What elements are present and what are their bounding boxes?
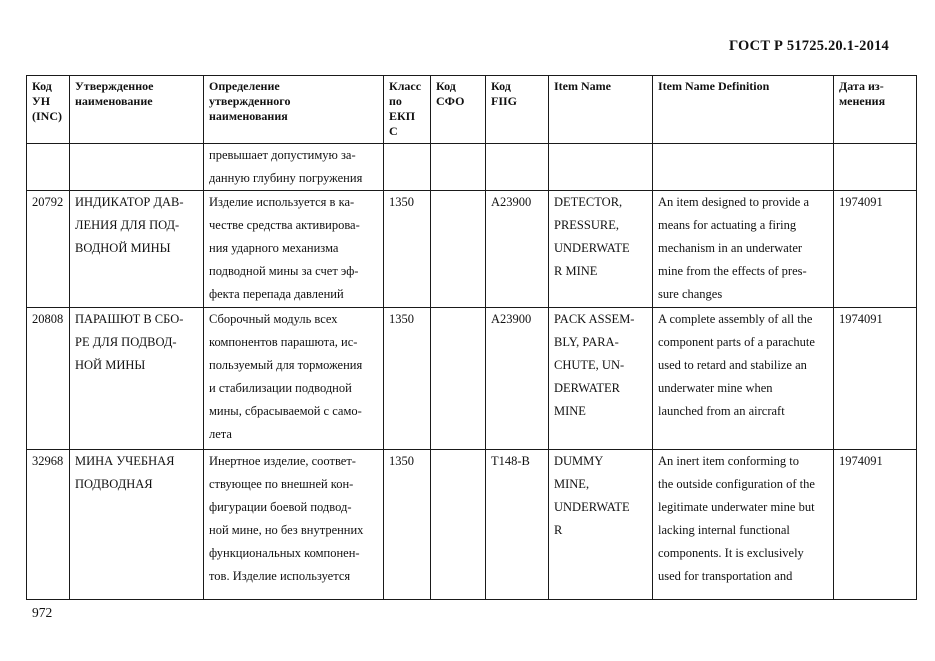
- cell-line: Изделие используется в ка-: [209, 195, 355, 209]
- cell-line: фигурации боевой подвод-: [209, 500, 352, 514]
- column-header-line: Утвержденное: [75, 79, 154, 93]
- cell-line: ПАРАШЮТ В СБО-: [75, 312, 184, 326]
- cell-line: пользуемый для торможения: [209, 358, 363, 372]
- column-header-line: менения: [839, 94, 886, 108]
- cell-sfo: [431, 191, 486, 308]
- cell-line: UNDERWATE: [554, 500, 630, 514]
- column-header-item_name: [549, 76, 653, 144]
- cell-inc: [27, 450, 70, 600]
- column-header-line: FIIG: [491, 94, 518, 108]
- column-header-line: Код: [32, 79, 52, 93]
- cell-line: underwater mine when: [658, 381, 773, 395]
- column-header-name_ru: [70, 76, 204, 144]
- column-header-line: Класс: [389, 79, 422, 93]
- column-header-definition_ru: [204, 76, 384, 144]
- cell-line: 20792: [32, 195, 64, 209]
- cell-line: данную глубину погружения: [209, 171, 363, 185]
- column-header-date: [834, 76, 917, 144]
- column-header-sfo: [431, 76, 486, 144]
- column-header-item_def: [653, 76, 834, 144]
- cell-date: [834, 450, 917, 600]
- cell-line: launched from an aircraft: [658, 404, 785, 418]
- cell-definition_ru: [204, 144, 384, 191]
- cell-line: used to retard and stabilize an: [658, 358, 807, 372]
- cell-line: 1350: [389, 454, 414, 468]
- cell-line: T148-B: [491, 454, 530, 468]
- cell-class: [384, 144, 431, 191]
- cell-class: [384, 308, 431, 450]
- cell-name_ru: [70, 191, 204, 308]
- cell-line: UNDERWATE: [554, 241, 630, 255]
- column-header-line: (INC): [32, 109, 62, 123]
- cell-line: CHUTE, UN-: [554, 358, 625, 372]
- cell-line: лета: [209, 427, 232, 441]
- cell-line: 1974091: [839, 195, 883, 209]
- cell-definition_ru: [204, 308, 384, 450]
- cell-line: функциональных компонен-: [209, 546, 360, 560]
- cell-line: A23900: [491, 195, 532, 209]
- column-header-line: ЕКП: [389, 109, 416, 123]
- table-row: [27, 308, 917, 450]
- cell-sfo: [431, 450, 486, 600]
- cell-line: sure changes: [658, 287, 723, 301]
- cell-fiig: [486, 308, 549, 450]
- cell-item_def: [653, 191, 834, 308]
- cell-line: MINE: [554, 404, 586, 418]
- column-header-class: [384, 76, 431, 144]
- cell-line: ной мине, но без внутренних: [209, 523, 364, 537]
- cell-line: фекта перепада давлений: [209, 287, 344, 301]
- document-standard-header: ГОСТ Р 51725.20.1-2014: [728, 38, 889, 54]
- cell-line: the outside configuration of the: [658, 477, 815, 491]
- cell-definition_ru: [204, 191, 384, 308]
- cell-fiig: [486, 144, 549, 191]
- cell-line: 1974091: [839, 454, 883, 468]
- column-header-line: СФО: [436, 94, 465, 108]
- cell-line: и стабилизации подводной: [209, 381, 352, 395]
- cell-line: 32968: [32, 454, 64, 468]
- cell-line: 1350: [389, 195, 414, 209]
- table-header-row: [27, 76, 917, 144]
- cell-item_name: [549, 191, 653, 308]
- cell-line: РЕ ДЛЯ ПОДВОД-: [75, 335, 177, 349]
- column-header-line: утвержденного: [209, 94, 291, 108]
- cell-class: [384, 191, 431, 308]
- column-header-line: Дата из-: [839, 79, 884, 93]
- table-row: [27, 191, 917, 308]
- column-header-line: Определение: [209, 79, 280, 93]
- column-header-line: Код: [491, 79, 511, 93]
- cell-line: PACK ASSEM-: [554, 312, 635, 326]
- cell-line: MINE,: [554, 477, 590, 491]
- cell-line: An item designed to provide a: [658, 195, 810, 209]
- cell-line: component parts of a parachute: [658, 335, 815, 349]
- cell-line: An inert item conforming to: [658, 454, 799, 468]
- cell-class: [384, 450, 431, 600]
- cell-line: components. It is exclusively: [658, 546, 804, 560]
- cell-date: [834, 144, 917, 191]
- cell-line: тов. Изделие используется: [209, 569, 351, 583]
- cell-inc: [27, 191, 70, 308]
- cell-line: DETECTOR,: [554, 195, 623, 209]
- cell-line: DUMMY: [554, 454, 604, 468]
- cell-line: ПОДВОДНАЯ: [75, 477, 153, 491]
- column-header-line: наименование: [75, 94, 153, 108]
- cell-line: A23900: [491, 312, 532, 326]
- cell-name_ru: [70, 308, 204, 450]
- column-header-line: Item Name: [554, 79, 611, 93]
- cell-line: подводной мины за счет эф-: [209, 264, 359, 278]
- column-header-inc: [27, 76, 70, 144]
- cell-item_def: [653, 450, 834, 600]
- column-header-line: по: [389, 94, 402, 108]
- cell-name_ru: [70, 144, 204, 191]
- table-row: [27, 144, 917, 191]
- cell-item_name: [549, 308, 653, 450]
- cell-item_name: [549, 144, 653, 191]
- cell-line: R: [554, 523, 563, 537]
- cell-fiig: [486, 191, 549, 308]
- page-number: 972: [32, 605, 53, 620]
- column-header-line: УН: [32, 94, 51, 108]
- cell-definition_ru: [204, 450, 384, 600]
- cell-line: МИНА УЧЕБНАЯ: [75, 454, 175, 468]
- cell-line: ВОДНОЙ МИНЫ: [75, 241, 171, 255]
- cell-line: Сборочный модуль всех: [209, 312, 338, 326]
- cell-item_name: [549, 450, 653, 600]
- column-header-line: Item Name Definition: [658, 79, 770, 93]
- cell-item_def: [653, 308, 834, 450]
- cell-name_ru: [70, 450, 204, 600]
- cell-line: DERWATER: [554, 381, 620, 395]
- cell-line: ния ударного механизма: [209, 241, 339, 255]
- cell-sfo: [431, 144, 486, 191]
- column-header-fiig: [486, 76, 549, 144]
- cell-line: превышает допустимую за-: [209, 148, 356, 162]
- cell-line: lacking internal functional: [658, 523, 790, 537]
- cell-line: BLY, PARA-: [554, 335, 619, 349]
- table-row: [27, 450, 917, 600]
- cell-line: 20808: [32, 312, 64, 326]
- cell-line: PRESSURE,: [554, 218, 619, 232]
- cell-fiig: [486, 450, 549, 600]
- cell-line: Инертное изделие, соответ-: [209, 454, 356, 468]
- gost-codes-table: [26, 75, 917, 600]
- table-body: [27, 144, 917, 600]
- cell-item_def: [653, 144, 834, 191]
- cell-inc: [27, 308, 70, 450]
- cell-line: ствующее по внешней кон-: [209, 477, 354, 491]
- cell-line: A complete assembly of all the: [658, 312, 813, 326]
- cell-line: честве средства активирова-: [209, 218, 360, 232]
- cell-line: ИНДИКАТОР ДАВ-: [75, 195, 184, 209]
- cell-line: mine from the effects of pres-: [658, 264, 807, 278]
- cell-line: ЛЕНИЯ ДЛЯ ПОД-: [75, 218, 180, 232]
- cell-sfo: [431, 308, 486, 450]
- cell-line: 1974091: [839, 312, 883, 326]
- cell-line: НОЙ МИНЫ: [75, 358, 146, 372]
- cell-date: [834, 308, 917, 450]
- column-header-line: наименования: [209, 109, 288, 123]
- cell-date: [834, 191, 917, 308]
- cell-line: мины, сбрасываемой с само-: [209, 404, 362, 418]
- cell-line: R MINE: [554, 264, 598, 278]
- column-header-line: С: [389, 124, 398, 138]
- cell-line: used for transportation and: [658, 569, 793, 583]
- cell-line: mechanism in an underwater: [658, 241, 803, 255]
- cell-line: means for actuating a firing: [658, 218, 797, 232]
- cell-line: компонентов парашюта, ис-: [209, 335, 358, 349]
- cell-inc: [27, 144, 70, 191]
- column-header-line: Код: [436, 79, 456, 93]
- cell-line: 1350: [389, 312, 414, 326]
- cell-line: legitimate underwater mine but: [658, 500, 815, 514]
